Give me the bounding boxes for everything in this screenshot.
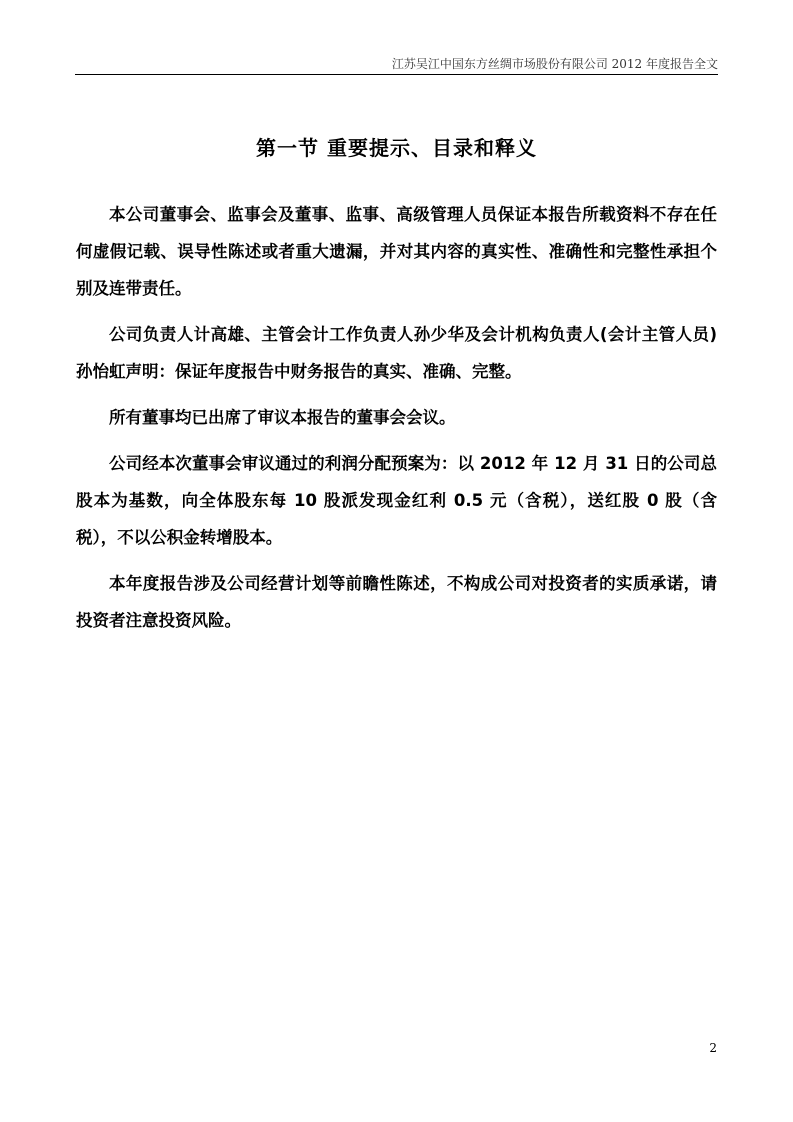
paragraph-forward-looking-risk: 本年度报告涉及公司经营计划等前瞻性陈述，不构成公司对投资者的实质承诺，请投资者注意投资风险。 bbox=[76, 574, 717, 630]
paragraph-responsibility-statement: 本公司董事会、监事会及董事、监事、高级管理人员保证本报告所载资料不存在任何虚假记载、误导性陈述或者重大遗漏，并对其内容的真实性、准确性和完整性承担个别及连带责任。 bbox=[76, 205, 717, 298]
paragraph-executive-declaration: 公司负责人计高雄、主管会计工作负责人孙少华及会计机构负责人(会计主管人员)孙怡虹声明：保证年度报告中财务报告的真实、准确、完整。 bbox=[76, 325, 717, 381]
paragraph-profit-distribution: 公司经本次董事会审议通过的利润分配预案为：以 2012 年 12 月 31 日的公司总股本为基数，向全体股东每 10 股派发现金红利 0.5 元（含税），送红股 0 股（含税），不以公积金转增股本。 bbox=[76, 454, 717, 547]
page-number: 2 bbox=[709, 1041, 717, 1055]
section-title: 第一节 重要提示、目录和释义 bbox=[256, 136, 537, 160]
paragraph-board-attendance: 所有董事均已出席了审议本报告的董事会会议。 bbox=[109, 408, 456, 427]
running-header: 江苏吴江中国东方丝绸市场股份有限公司 2012 年度报告全文 bbox=[391, 57, 718, 71]
header-divider bbox=[75, 74, 718, 75]
document-body bbox=[76, 196, 717, 648]
